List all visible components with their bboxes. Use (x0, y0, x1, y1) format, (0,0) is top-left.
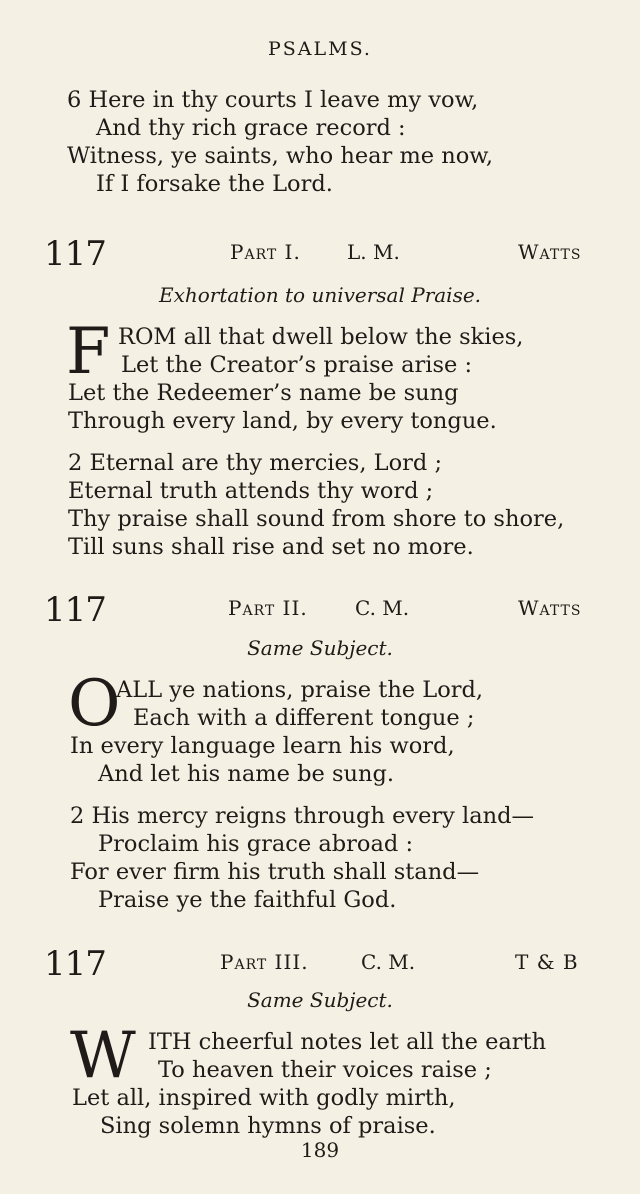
drop-cap: O (68, 667, 121, 741)
verse-line: In every language learn his word, (70, 733, 455, 759)
verse-line: Proclaim his grace abroad : (98, 831, 414, 857)
verse-line: ALL ye nations, praise the Lord, (116, 677, 484, 703)
hymn-number: 117 (44, 234, 106, 274)
verse-line: Witness, ye saints, who hear me now, (67, 143, 494, 169)
verse-line: Sing solemn hymns of praise. (100, 1113, 436, 1139)
verse-line: Till suns shall rise and set no more. (68, 534, 474, 560)
hymn-subject: Exhortation to universal Praise. (158, 283, 482, 307)
verse-line: And let his name be sung. (98, 761, 395, 787)
verse-line: To heaven their voices raise ; (158, 1057, 492, 1083)
verse-line: Let the Redeemer’s name be sung (68, 380, 459, 406)
hymn-author: Watts (518, 596, 582, 620)
verse-line: Let the Creator’s praise arise : (121, 352, 473, 378)
verse-line: If I forsake the Lord. (96, 171, 333, 197)
verse-line: Eternal truth attends thy word ; (68, 478, 434, 504)
drop-cap: W (70, 1019, 136, 1093)
running-head: PSALMS. (268, 38, 372, 60)
verse-line: 2 His mercy reigns through every land— (70, 803, 535, 829)
verse-line: Let all, inspired with godly mirth, (72, 1085, 456, 1111)
drop-cap: F (66, 315, 111, 389)
hymn-number: 117 (44, 944, 106, 984)
hymn-author: Watts (518, 240, 582, 264)
hymn-meter: L. M. (347, 240, 400, 264)
hymn-part: Part II. (228, 596, 308, 620)
hymn-part: Part III. (220, 950, 309, 974)
hymn-meter: C. M. (361, 950, 416, 974)
verse-line: Thy praise shall sound from shore to shore, (68, 506, 565, 532)
hymn-subject: Same Subject. (247, 636, 393, 660)
page-number: 189 (300, 1138, 340, 1162)
hymn-meter: C. M. (355, 596, 410, 620)
verse-line: 6 Here in thy courts I leave my vow, (67, 87, 479, 113)
verse-line: Through every land, by every tongue. (68, 408, 497, 434)
hymn-author: T & B (515, 950, 579, 974)
verse-line: Praise ye the faithful God. (98, 887, 397, 913)
hymn-subject: Same Subject. (247, 988, 393, 1012)
hymn-part: Part I. (230, 240, 301, 264)
verse-line: And thy rich grace record : (96, 115, 406, 141)
verse-line: 2 Eternal are thy mercies, Lord ; (68, 450, 443, 476)
verse-line: For ever firm his truth shall stand— (70, 859, 480, 885)
verse-line: Each with a different tongue ; (133, 705, 475, 731)
hymn-number: 117 (44, 590, 106, 630)
verse-line: ROM all that dwell below the skies, (118, 324, 524, 350)
verse-line: ITH cheerful notes let all the earth (148, 1029, 547, 1055)
